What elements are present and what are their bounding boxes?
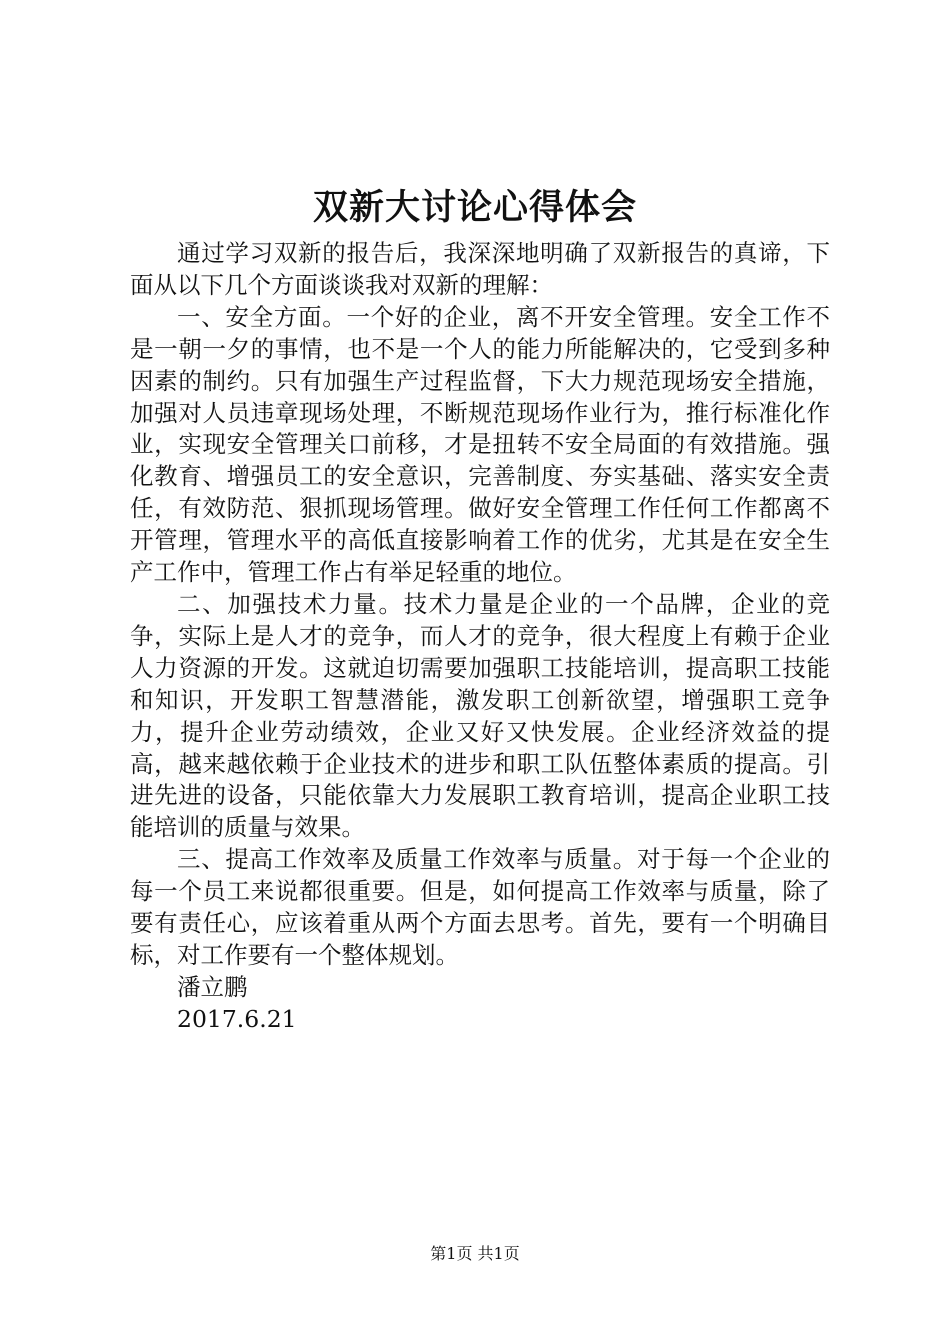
author-signature: 潘立鹏 xyxy=(177,972,248,1001)
document-title: 双新大讨论心得体会 xyxy=(312,187,637,228)
intro-paragraph: 通过学习双新的报告后，我深深地明确了双新报告的真谛，下面从以下几个方面谈谈我对双新的理解： xyxy=(130,239,830,299)
efficiency-paragraph: 三、提高工作效率及质量工作效率与质量。对于每一个企业的每一个员工来说都很重要。但是，如何提高工作效率与质量，除了要有责任心，应该着重从两个方面去思考。首先，要有一个明确目标，对工作要有一个整体规划。 xyxy=(130,845,830,969)
technology-paragraph: 二、加强技术力量。技术力量是企业的一个品牌，企业的竞争，实际上是人才的竞争，而人才的竞争，很大程度上有赖于企业人力资源的开发。这就迫切需要加强职工技能培训，提高职工技能和知识，开发职工智慧潜能，激发职工创新欲望，增强职工竞争力，提升企业劳动绩效，企业又好又快发展。企业经济效益的提高，越来越依赖于企业技术的进步和职工队伍整体素质的提高。引进先进的设备，只能依靠大力发展职工教育培训，提高企业职工技能培训的质量与效果。 xyxy=(130,589,830,842)
document-date: 2017.6.21 xyxy=(177,1004,297,1033)
document-body xyxy=(130,238,830,1036)
page-footer: 第1页 共1页 xyxy=(430,1244,520,1263)
safety-paragraph: 一、安全方面。一个好的企业，离不开安全管理。安全工作不是一朝一夕的事情，也不是一个人的能力所能解决的，它受到多种因素的制约。只有加强生产过程监督，下大力规范现场安全措施，加强对人员违章现场处理，不断规范现场作业行为，推行标准化作业，实现安全管理关口前移，才是扭转不安全局面的有效措施。强化教育、增强员工的安全意识，完善制度、夯实基础、落实安全责任，有效防范、狠抓现场管理。做好安全管理工作任何工作都离不开管理，管理水平的高低直接影响着工作的优劣，尤其是在安全生产工作中，管理工作占有举足轻重的地位。 xyxy=(130,302,830,587)
